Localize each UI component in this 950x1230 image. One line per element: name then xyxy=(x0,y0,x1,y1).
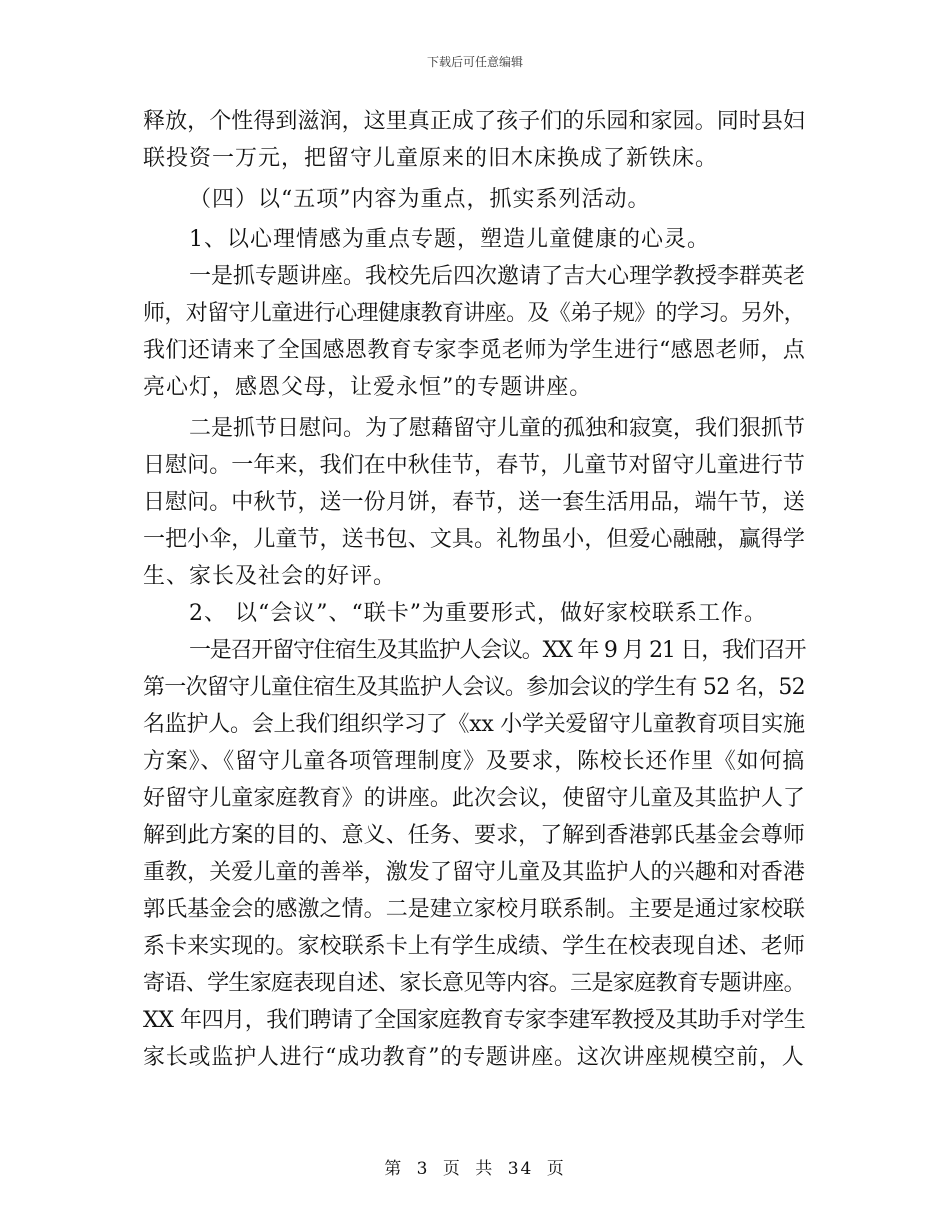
text-line: 日慰问。一年来，我们在中秋佳节，春节，儿童节对留守儿童进行节 xyxy=(143,453,806,478)
text-line: 二是抓节日慰问。为了慰藉留守儿童的孤独和寂寞，我们狠抓节 xyxy=(189,416,806,441)
text-line: 寄语、学生家庭表现自述、家长意见等内容。三是家庭教育专题讲座。 xyxy=(143,971,806,996)
text-line: 亮心灯，感恩父母，让爱永恒”的专题讲座。 xyxy=(143,375,593,400)
subsection-heading: 2、 以“会议”、“联卡”为重要形式，做好家校联系工作。 xyxy=(189,601,767,626)
text-line: 家长或监护人进行“成功教育”的专题讲座。这次讲座规模空前，人 xyxy=(143,1045,805,1070)
text-line: 系卡来实现的。家校联系卡上有学生成绩、学生在校表现自述、老师 xyxy=(143,934,806,959)
subsection-heading: 1、以心理情感为重点专题，塑造儿童健康的心灵。 xyxy=(189,227,710,252)
text-line: 日慰问。中秋节，送一份月饼，春节，送一套生活用品，端午节，送 xyxy=(143,490,806,515)
text-line: 我们还请来了全国感恩教育专家李觅老师为学生进行“感恩老师，点 xyxy=(143,338,806,363)
text-line: 一是抓专题讲座。我校先后四次邀请了吉大心理学教授李群英老 xyxy=(189,264,806,289)
text-line: 联投资一万元，把留守儿童原来的旧木床换成了新铁床。 xyxy=(143,146,719,171)
text-line: 重教，关爱儿童的善举，激发了留守儿童及其监护人的兴趣和对香港 xyxy=(143,860,806,885)
text-line: 方案》、《留守儿童各项管理制度》及要求，陈校长还作里《如何搞 xyxy=(143,749,806,774)
text-line: 解到此方案的目的、意义、任务、要求，了解到香港郭氏基金会尊师 xyxy=(143,823,806,848)
text-line: 第一次留守儿童住宿生及其监护人会议。参加会议的学生有 52 名，52 xyxy=(143,675,805,700)
text-line: XX 年四月，我们聘请了全国家庭教育专家李建军教授及其助手对学生 xyxy=(143,1008,806,1033)
text-line: 释放，个性得到滋润，这里真正成了孩子们的乐园和家园。同时县妇 xyxy=(143,109,806,134)
text-line: 郭氏基金会的感激之情。二是建立家校月联系制。主要是通过家校联 xyxy=(143,897,806,922)
text-line: 好留守儿童家庭教育》的讲座。此次会议，使留守儿童及其监护人了 xyxy=(143,786,806,811)
page-header: 下载后可任意编辑 xyxy=(426,55,523,69)
section-heading: （四）以“五项”内容为重点，抓实系列活动。 xyxy=(189,187,651,212)
page-number: 第 3 页 共 34 页 xyxy=(384,1159,566,1179)
text-line: 一是召开留守住宿生及其监护人会议。XX 年 9 月 21 日，我们召开 xyxy=(189,638,806,663)
text-line: 一把小伞，儿童节，送书包、文具。礼物虽小，但爱心融融，赢得学 xyxy=(143,527,806,552)
text-line: 师，对留守儿童进行心理健康教育讲座。及《弟子规》的学习。另外， xyxy=(143,301,806,326)
text-line: 生、家长及社会的好评。 xyxy=(143,564,397,589)
text-line: 名监护人。会上我们组织学习了《xx 小学关爱留守儿童教育项目实施 xyxy=(143,712,805,737)
